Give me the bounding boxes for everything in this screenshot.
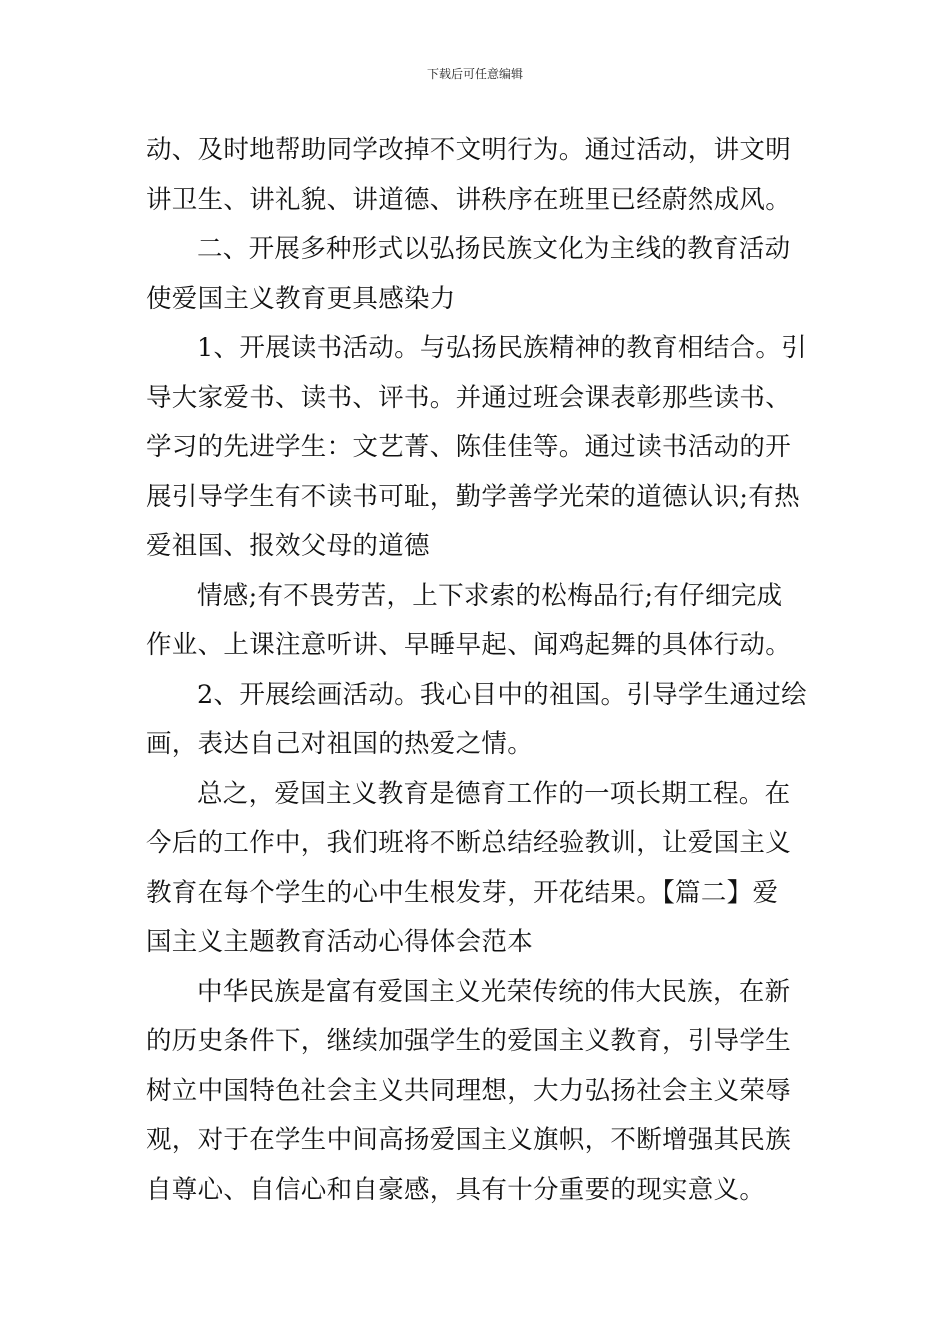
text-line: 展引导学生有不读书可耻，勤学善学光荣的道德认识;有热 <box>146 481 800 512</box>
text-line: 画，表达自己对祖国的热爱之情。 <box>146 729 534 759</box>
text-line: 作业、上课注意听讲、早睡早起、闻鸡起舞的具体行动。 <box>146 630 792 660</box>
text-line: 中华民族是富有爱国主义光荣传统的伟大民族，在新 <box>197 976 791 1007</box>
text-line: 观，对于在学生中间高扬爱国主义旗帜，不断增强其民族 <box>146 1125 792 1155</box>
section-heading-line: 使爱国主义教育更具感染力 <box>146 283 456 314</box>
section-heading-line: 二、开展多种形式以弘扬民族文化为主线的教育活动 <box>197 234 791 264</box>
text-line: 总之，爱国主义教育是德育工作的一项长期工程。在 <box>197 778 791 809</box>
text-line: 1、开展读书活动。与弘扬民族精神的教育相结合。引 <box>197 333 807 363</box>
text-line: 导大家爱书、读书、评书。并通过班会课表彰那些读书、 <box>146 382 792 413</box>
text-line: 的历史条件下，继续加强学生的爱国主义教育，引导学生 <box>146 1026 792 1056</box>
text-line: 今后的工作中，我们班将不断总结经验教训，让爱国主义 <box>146 828 792 858</box>
text-line: 动、及时地帮助同学改掉不文明行为。通过活动，讲文明 <box>146 135 792 165</box>
text-line: 2、开展绘画活动。我心目中的祖国。引导学生通过绘 <box>197 679 807 710</box>
text-line: 爱祖国、报效父母的道德 <box>146 531 430 561</box>
text-line: 教育在每个学生的心中生根发芽，开花结果。【篇二】爱 <box>146 877 779 908</box>
text-line: 学习的先进学生：文艺菁、陈佳佳等。通过读书活动的开 <box>146 432 792 462</box>
document-body <box>146 126 808 1215</box>
text-line: 情感;有不畏劳苦，上下求索的松梅品行;有仔细完成 <box>197 580 783 611</box>
text-line: 树立中国特色社会主义共同理想，大力弘扬社会主义荣辱 <box>146 1075 792 1106</box>
text-line: 讲卫生、讲礼貌、讲道德、讲秩序在班里已经蔚然成风。 <box>146 184 792 215</box>
text-line: 自尊心、自信心和自豪感，具有十分重要的现实意义。 <box>146 1174 766 1205</box>
page-header: 下载后可任意编辑 <box>426 67 523 81</box>
text-line: 国主义主题教育活动心得体会范本 <box>146 927 534 957</box>
